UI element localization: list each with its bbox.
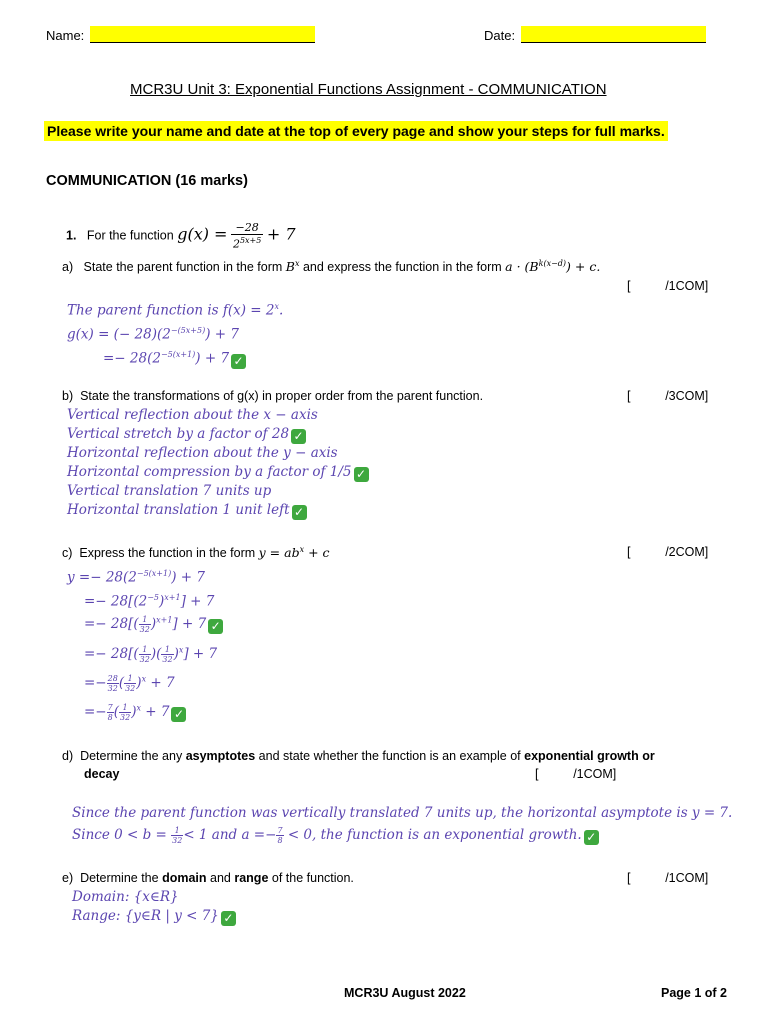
part-a-mark: [ /1COM] [627, 279, 709, 293]
name-field[interactable] [90, 26, 315, 43]
function-numerator: −28 [231, 222, 263, 235]
part-c-text: Express the function in the form [79, 546, 256, 561]
check-icon: ✓ [584, 830, 599, 845]
function-tail: + 7 [266, 224, 296, 244]
part-e-question: e) Determine the domain and range of the function. [62, 871, 354, 885]
part-c-question: c) Express the function in the form $y = ab^x + c$ [62, 545, 330, 561]
part-e-mark: [ /1COM] [627, 871, 709, 885]
part-c-step-1: $y =- 28(2^{-5(x+1)}) + 7$ [67, 569, 205, 586]
part-c-step-6: =− $\frac{7}{8}$ ( $\frac{1}{32}$ )$^x$ + 7 ✓ [84, 703, 186, 722]
part-c-step-4: =− 28[( $\frac{1}{32}$ )( $\frac{1}{32}$ )$^x$] + 7 [84, 645, 218, 664]
part-e-range: Range: {y∈R | y < 7} ✓ [72, 908, 236, 926]
part-d-mark: [ /1COM] [535, 767, 617, 781]
part-b-answer-3: Horizontal reflection about the y − axis [67, 445, 338, 461]
part-a-question [62, 259, 600, 274]
target-form-tail: ) + c. [566, 259, 601, 275]
part-c-mark: [ /2COM] [627, 545, 709, 559]
part-a-text-2: and express the function in the form [302, 260, 502, 275]
part-a-label: a) [62, 260, 74, 275]
part-a-text-1: State the parent function in the form [83, 260, 283, 275]
part-a-answer-1: The parent function is $f(x) = 2^x$. [67, 302, 284, 319]
part-b-answer-5: Vertical translation 7 units up [67, 483, 272, 499]
part-c-step-2: =− $28[(2^{-5})^{x+1}] + 7$ [84, 593, 215, 610]
footer-page-number: Page 1 of 2 [661, 986, 727, 1000]
function-fraction [231, 222, 263, 251]
target-form-exp: k(x−d) [538, 259, 567, 268]
parent-form: B [285, 259, 295, 275]
parent-form-exp: x [294, 259, 300, 268]
instruction-banner: Please write your name and date at the top of every page and show your steps for full marks. [44, 121, 668, 141]
part-b-answer-6: Horizontal translation 1 unit left ✓ [67, 502, 307, 520]
part-d-question-cont: decay [84, 767, 120, 781]
name-label: Name: [46, 28, 85, 43]
part-b-question: b) State the transformations of g(x) in proper order from the parent function. [62, 389, 484, 403]
part-c-step-5: =− $\frac{28}{32}$ ( $\frac{1}{32}$ )$^x$ + 7 [84, 674, 175, 693]
den-base: 2 [232, 237, 240, 251]
date-field[interactable] [521, 26, 706, 43]
part-b-answer-1: Vertical reflection about the x − axis [67, 407, 318, 423]
section-heading: COMMUNICATION (16 marks) [46, 173, 248, 189]
check-icon: ✓ [171, 707, 186, 722]
part-d-answer-1: Since the parent function was vertically translated 7 units up, the horizontal asymptote is y = 7. [72, 805, 733, 821]
function-lhs: g(x) = [177, 224, 228, 244]
part-b-mark: [ /3COM] [627, 389, 709, 403]
page-title: MCR3U Unit 3: Exponential Functions Assignment - COMMUNICATION [130, 81, 607, 98]
part-a-answer-3: =− $28(2^{-5(x+1)}) + 7$ ✓ [103, 350, 246, 369]
footer-course: MCR3U August 2022 [344, 986, 466, 1000]
question-number: 1. [66, 228, 77, 243]
check-icon: ✓ [292, 505, 307, 520]
date-label: Date: [484, 28, 516, 43]
den-exp: 5x+5 [239, 236, 262, 245]
part-b-answer-2: Vertical stretch by a factor of 28 ✓ [67, 426, 306, 444]
target-form: a · (B [505, 259, 539, 275]
function-denominator [231, 235, 263, 251]
part-a-answer-2: g(x) = (− $28)(2^{-(5x+5)}) + 7$ [67, 326, 239, 343]
part-e-domain: Domain: {x∈R} [72, 889, 179, 905]
check-icon: ✓ [291, 429, 306, 444]
question-1 [66, 222, 296, 251]
check-icon: ✓ [221, 911, 236, 926]
question-intro: For the function [86, 228, 174, 243]
check-icon: ✓ [208, 619, 223, 634]
check-icon: ✓ [354, 467, 369, 482]
part-d-answer-2: Since 0 < b = $\frac{1}{32}$ < 1 and a =− $\frac{7}{8}$ < 0, the function is an exponential growth. ✓ [72, 826, 599, 845]
part-b-text: State the transformations of g(x) in proper order from the parent function. [80, 389, 484, 403]
part-c-step-3: =− 28[( $\frac{1}{32}$ )$^{x+1}$] + 7 ✓ [84, 615, 223, 634]
part-b-answer-4: Horizontal compression by a factor of 1/5 ✓ [67, 464, 369, 482]
check-icon: ✓ [231, 354, 246, 369]
part-d-question: d) Determine the any asymptotes and state whether the function is an example of exponential growth or [62, 749, 655, 763]
